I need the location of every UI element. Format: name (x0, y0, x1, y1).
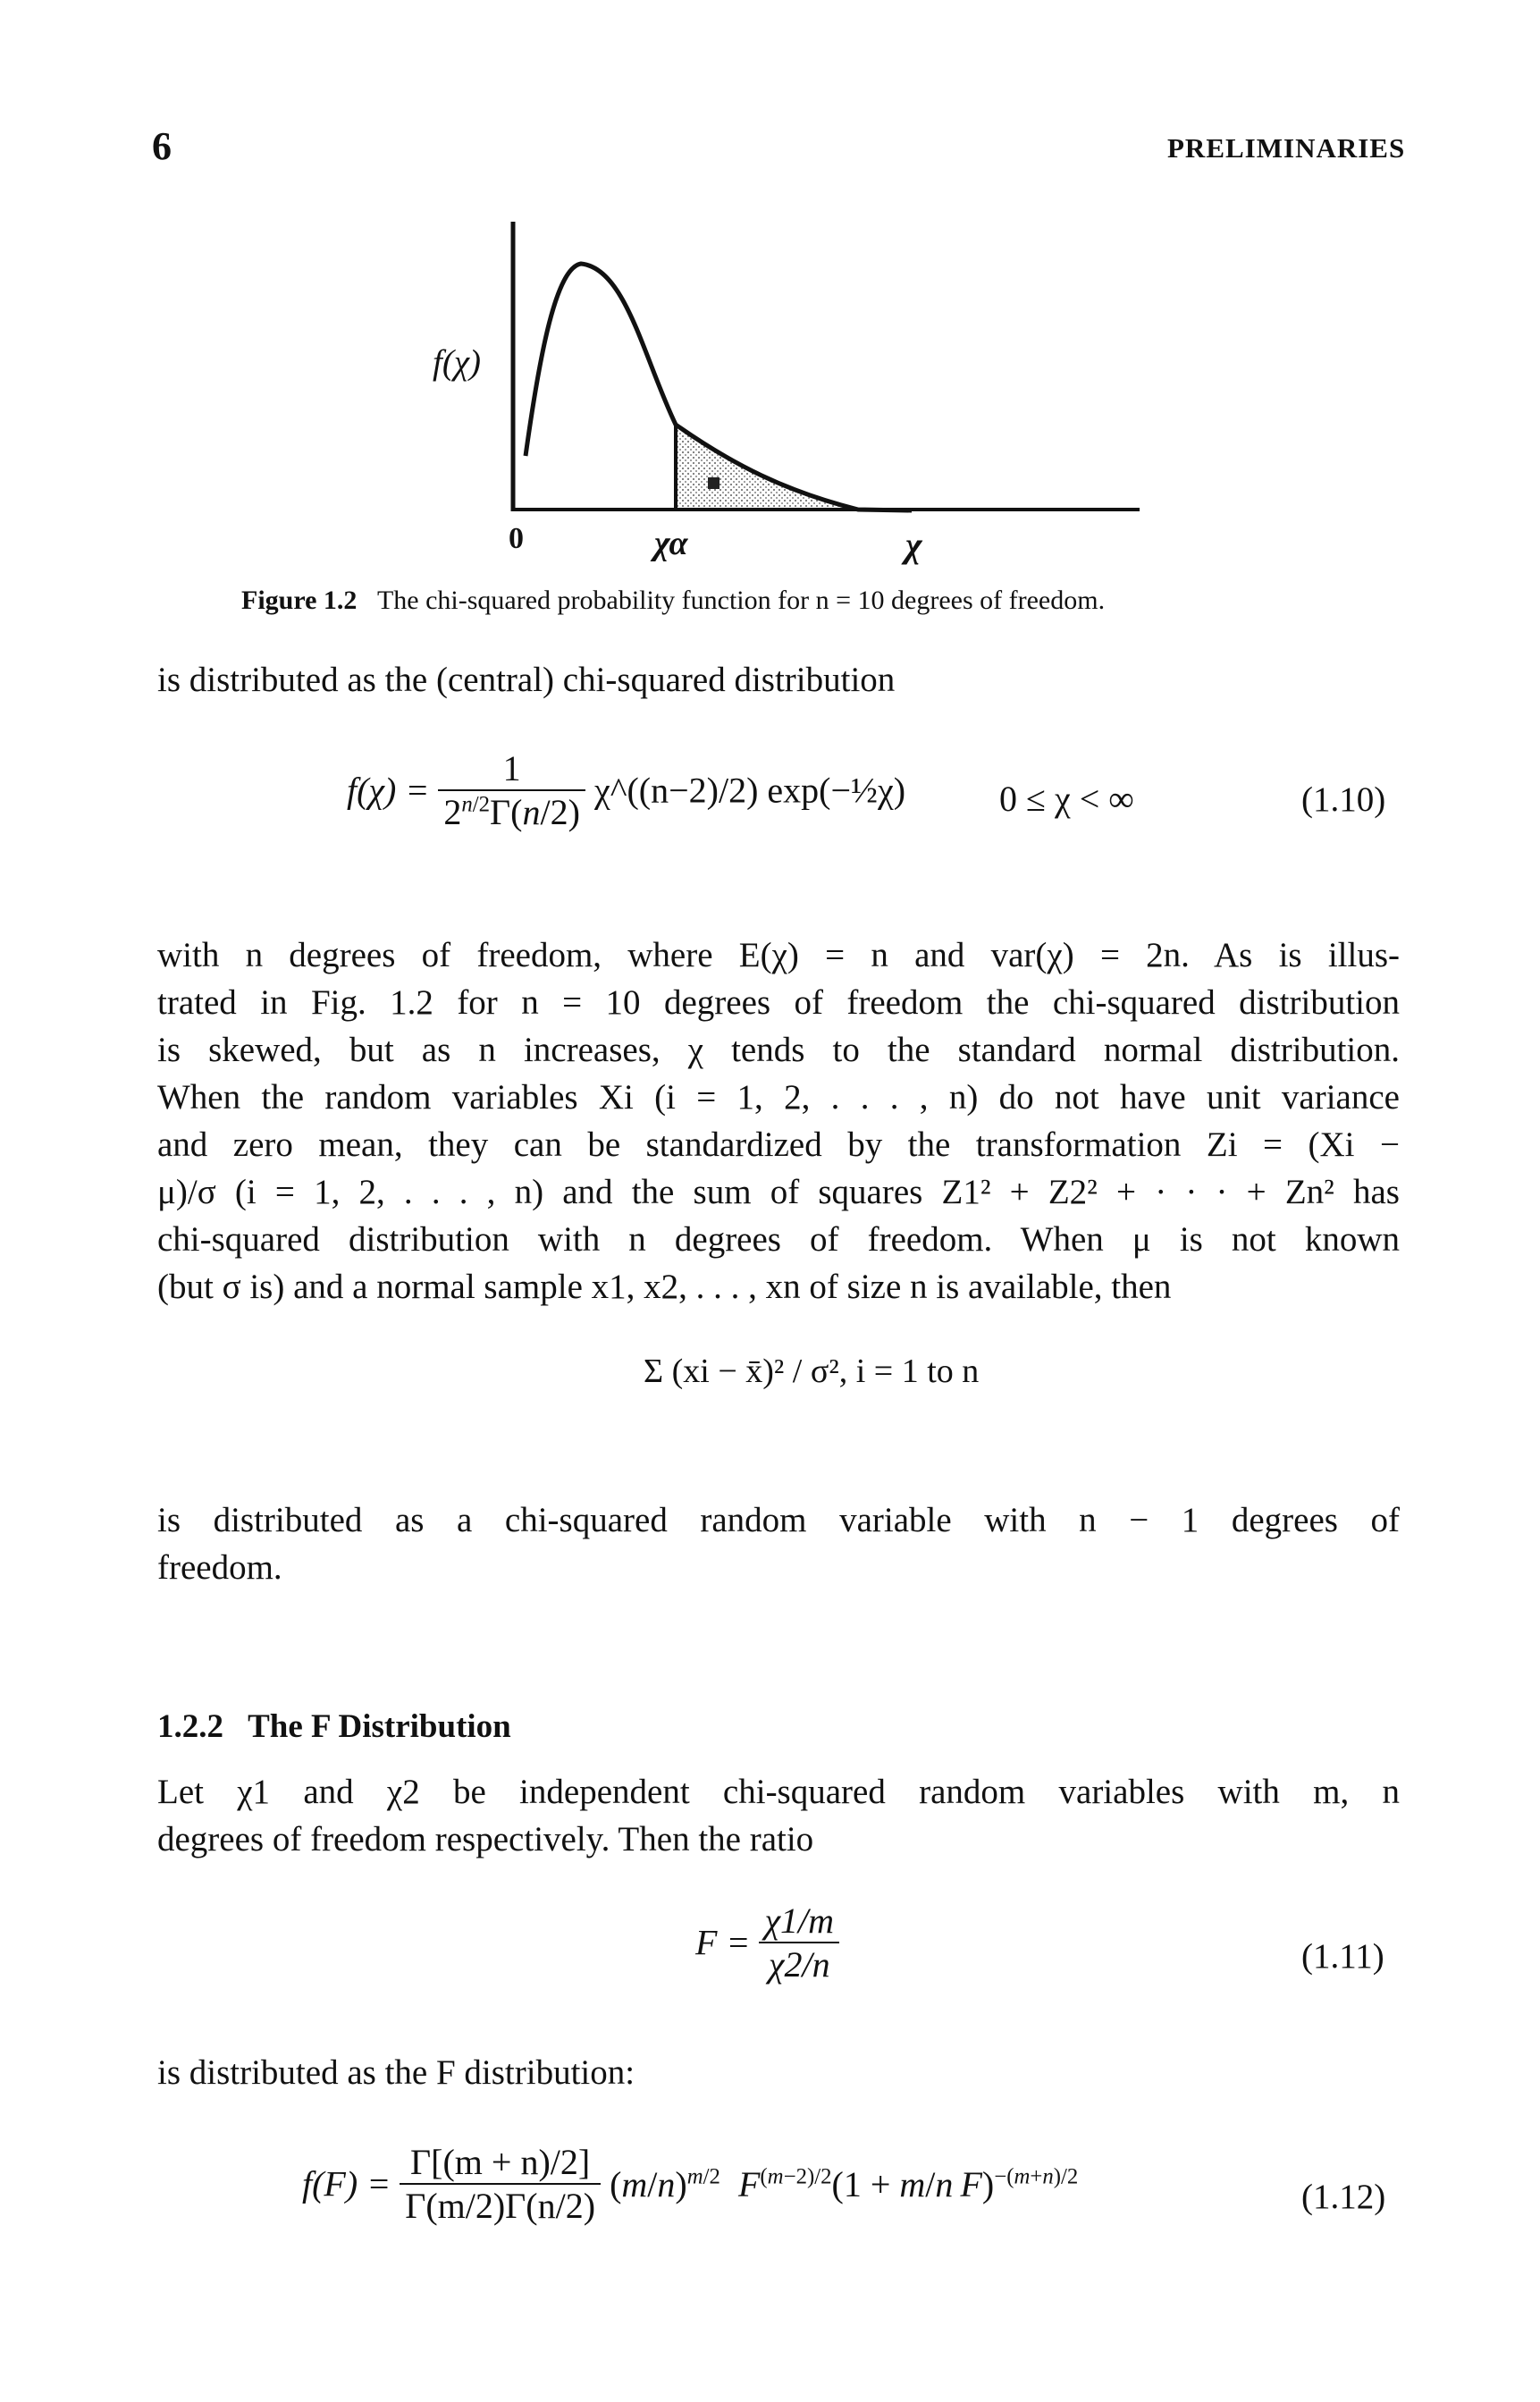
text-line: chi-squared distribution with n degrees of freedom. When μ is not known (157, 1220, 1400, 1259)
section-number: 1.2.2 (157, 1708, 223, 1745)
eq-1-11-numerator: χ1/m (759, 1900, 839, 1943)
eq-1-12-denominator: Γ(m/2)Γ(n/2) (405, 2186, 596, 2226)
text-line: is distributed as a chi-squared random variable with n − 1 degrees of (157, 1501, 1400, 1539)
eq-1-12-factors: $(m/n)^{m/2}$ $F^{(m-2)/2}(1 + m/n$ F)$^{-(m+n)/2}$ (610, 2163, 1079, 2204)
paragraph-distribution (157, 1496, 1400, 1591)
eq-1-10-lhs: f(χ) = (347, 770, 430, 811)
eq-1-12-numerator: Γ[(m + n)/2] (400, 2141, 601, 2185)
text-line: (but σ is) and a normal sample x1, x2, . . . , xn of size n is available, then (157, 1268, 1172, 1306)
running-title: PRELIMINARIES (1167, 132, 1406, 164)
caption-text: The chi-squared probability function for n = 10 degrees of freedom. (376, 586, 1106, 615)
eq-1-12-lhs: f(F) = (302, 2163, 391, 2204)
section-title: The F Distribution (248, 1708, 511, 1745)
paragraph-f-distribution (157, 2049, 1400, 2096)
eq-1-10-denominator: $2^{n/2}\Gamma(n/2)$ (443, 792, 580, 832)
eq-1-11-denominator: χ2/n (768, 1944, 830, 1985)
tail-area-shading (676, 425, 858, 510)
chi-squared-figure (0, 0, 1540, 626)
eq-1-10-number: (1.10) (1301, 780, 1386, 819)
alpha-marker (708, 477, 720, 489)
figure-alpha-label (758, 536, 759, 537)
caption-label: Figure 1.2 (241, 586, 358, 615)
eq-1-11-number: (1.11) (1301, 1937, 1384, 1976)
figure-y-label: f(χ) (433, 343, 481, 382)
text-line: is distributed as the F distribution: (157, 2053, 635, 2092)
eq-1-10-range: 0 ≤ χ < ∞ (999, 779, 1134, 819)
intro-text: is distributed as the (central) chi-squared distribution (157, 661, 896, 699)
equation-1-10 (347, 747, 905, 833)
text-line: μ)/σ (i = 1, 2, . . . , n) and the sum of squares Z1² + Z2² + · · · + Zn² has (157, 1173, 1400, 1211)
figure-origin-label: 0 (509, 522, 524, 555)
text-line: freedom. (157, 1548, 282, 1587)
text-line: Let χ1 and χ2 be independent chi-squared random variables with m, n (157, 1773, 1400, 1811)
text-line: When the random variables Xi (i = 1, 2, . . . , n) do not have unit variance (157, 1078, 1400, 1117)
text-line: with n degrees of freedom, where E(χ) = n and var(χ) = 2n. As is illus- (157, 936, 1400, 974)
page-number: 6 (152, 124, 172, 168)
paragraph-chi-squared (157, 931, 1400, 1311)
sum-expression: Σ (xi − x̄)² / σ², i = 1 to n (644, 1353, 980, 1390)
figure-caption (241, 586, 1105, 616)
eq-1-12-number: (1.12) (1301, 2178, 1386, 2216)
paragraph-f-intro (157, 1768, 1400, 1863)
text-line: is skewed, but as n increases, χ tends to the standard normal distribution. (157, 1031, 1400, 1069)
eq-1-11-lhs: F = (695, 1922, 751, 1963)
figure-chi-alpha-label: χα (654, 525, 688, 562)
equation-1-11 (695, 1900, 839, 1985)
text-line: trated in Fig. 1.2 for n = 10 degrees of freedom the chi-squared distribution (157, 983, 1400, 1022)
text-line: degrees of freedom respectively. Then the ratio (157, 1820, 814, 1858)
eq-1-10-numerator: 1 (438, 747, 585, 791)
text-line: and zero mean, they can be standardized by the transformation Zi = (Xi − (157, 1125, 1400, 1164)
eq-1-10-factor: χ^((n−2)/2) exp(−½χ) (593, 770, 906, 811)
figure-chi-label: χ (905, 525, 922, 565)
equation-1-12 (302, 2141, 1078, 2227)
section-heading (157, 1707, 511, 1746)
